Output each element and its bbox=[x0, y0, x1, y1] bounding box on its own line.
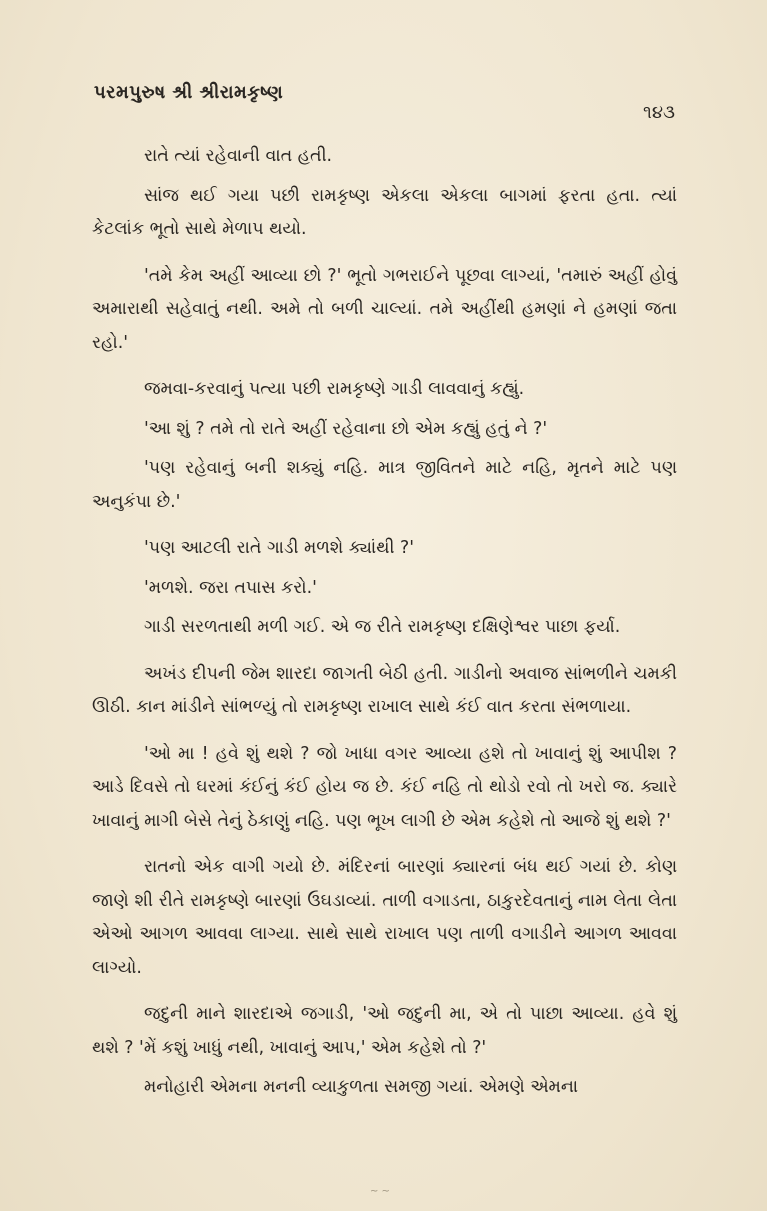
paragraph: જમવા-કરવાનું પત્યા પછી રામકૃષ્ણે ગાડી લાવવાનું કહ્યું. bbox=[144, 379, 525, 399]
paragraph: રાતે ત્યાં રહેવાની વાત હતી. bbox=[144, 146, 333, 166]
paragraph: મનોહારી એમના મનની વ્યાકુળતા સમજી ગયાં. એમણે એમના bbox=[144, 1077, 579, 1097]
paragraph: રાતનો એક વાગી ગયો છે. મંદિરનાં બારણાં ક્યારનાં બંધ થઈ ગયાં છે. કોણ જાણે શી રીતે રામકૃષ્ણે બારણાં ઉઘડાવ્યાં. તાળી વગાડતા, ઠાકુરદેવતાનું નામ લેતા લેતા એઓ આગળ આવવા લાગ્યા. સાથે સાથે રાખાલ પણ તાળી વગાડીને આગળ આવવા લાગ્યો. bbox=[92, 857, 677, 978]
paragraph: જદુની માને શારદાએ જગાડી, 'ઓ જદુની મા, એ તો પાછા આવ્યા. હવે શું થશે ? 'મેં કશું ખાધું નથી, ખાવાનું આપ,' એમ કહેશે તો ?' bbox=[92, 1004, 677, 1058]
paragraph: 'પણ આટલી રાતે ગાડી મળશે ક્યાંથી ?' bbox=[144, 538, 414, 558]
paragraph: સાંજ થઈ ગયા પછી રામકૃષ્ણ એકલા એકલા બાગમાં ફરતા હતા. ત્યાં કેટલાંક ભૂતો સાથે મેળાપ થયો. bbox=[92, 185, 677, 239]
running-title: પરમપુરુષ શ્રી શ્રીરામકૃષ્ણ bbox=[94, 82, 284, 103]
body-text bbox=[92, 140, 677, 1111]
paragraph: 'ઓ મા ! હવે શું થશે ? જો ખાધા વગર આવ્યા હશે તો ખાવાનું શું આપીશ ? આડે દિવસે તો ઘરમાં કંઈનું કંઈ હોય જ છે. કંઈ નહિ તો થોડો રવો તો ખરો જ. ક્યારે ખાવાનું માગી બેસે તેનું ઠેકાણું નહિ. પણ ભૂખ લાગી છે એમ કહેશે તો આજે શું થશે ?' bbox=[92, 743, 677, 831]
paragraph: 'તમે કેમ અહીં આવ્યા છો ?' ભૂતો ગભરાઈને પૂછવા લાગ્યાં, 'તમારું અહીં હોવું અમારાથી સહેવાતું નથી. અમે તો બળી ચાલ્યાં. તમે અહીંથી હમણાં ને હમણાં જતા રહો.' bbox=[92, 265, 677, 353]
paragraph: અખંડ દીપની જેમ શારદા જાગતી બેઠી હતી. ગાડીનો અવાજ સાંભળીને ચમકી ઊઠી. કાન માંડીને સાંભળ્યું તો રામકૃષ્ણ રાખાલ સાથે કંઈ વાત કરતા સંભળાયા. bbox=[92, 663, 677, 717]
paragraph: ગાડી સરળતાથી મળી ગઈ. એ જ રીતે રામકૃષ્ણ દક્ષિણેશ્વર પાછા ફર્યા. bbox=[144, 617, 621, 637]
paragraph: 'પણ રહેવાનું બની શક્યું નહિ. માત્ર જીવિતને માટે નહિ, મૃતને માટે પણ અનુકંપા છે.' bbox=[92, 458, 677, 512]
footer-mark: ~ ~ bbox=[370, 1186, 390, 1197]
paragraph: 'આ શું ? તમે તો રાતે અહીં રહેવાના છો એમ કહ્યું હતું ને ?' bbox=[144, 418, 548, 439]
page-number: ૧૪૩ bbox=[643, 102, 675, 123]
paragraph: 'મળશે. જરા તપાસ કરો.' bbox=[144, 577, 317, 598]
